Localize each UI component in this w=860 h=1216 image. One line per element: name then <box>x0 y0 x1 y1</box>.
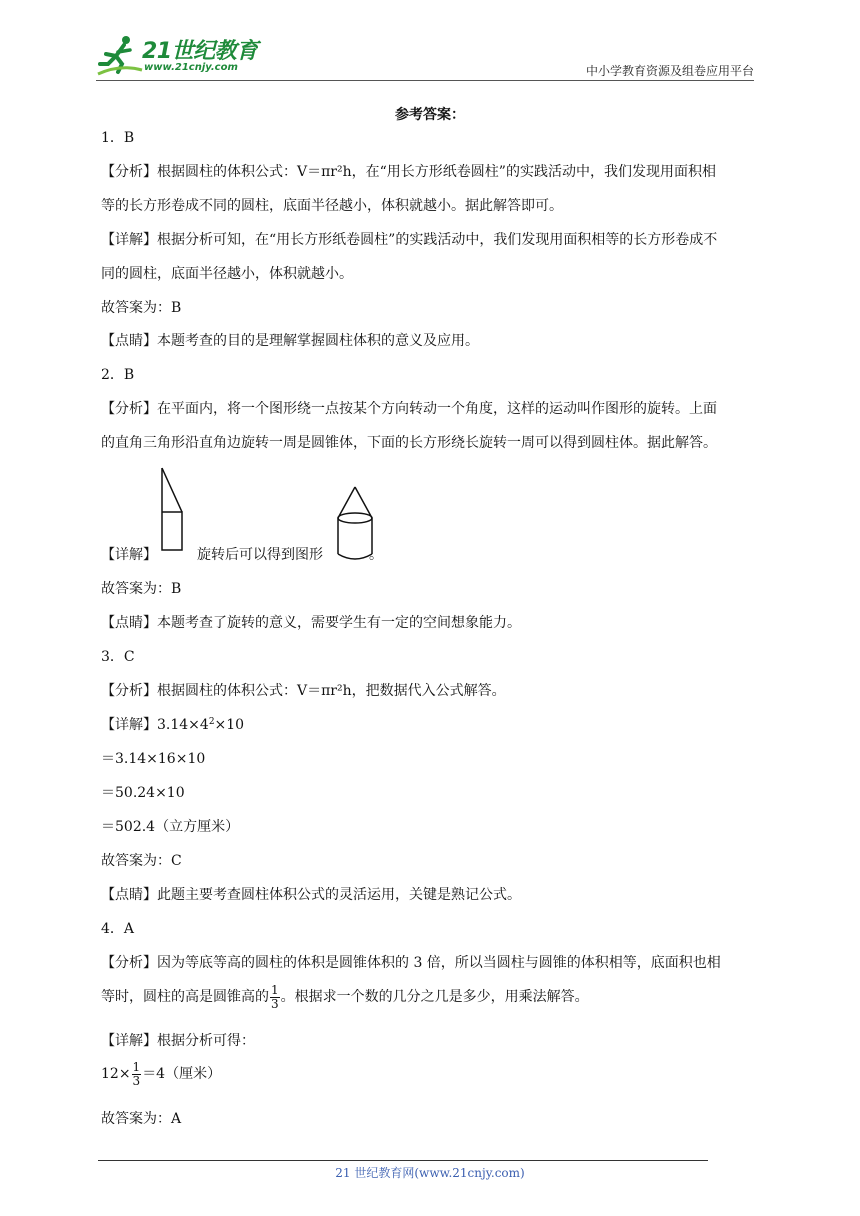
question-2-answer: 2．B <box>101 367 135 383</box>
q1-detail-line-1: 【详解】根据分析可知，在“用长方形纸卷圆柱”的实践活动中，我们发现用面积相等的长方形卷成不 <box>101 232 718 248</box>
question-4-answer: 4．A <box>101 921 135 937</box>
q4-analysis-line-2 <box>101 983 761 1011</box>
q4-answer: 故答案为：A <box>101 1111 182 1127</box>
q3-detail-suffix: ×10 <box>214 717 245 733</box>
q2-detail-text: 旋转后可以得到图形 <box>197 547 323 563</box>
platform-tagline: 中小学教育资源及组卷应用平台 <box>585 64 754 78</box>
fraction-one-third <box>270 984 280 1011</box>
q2-analysis-line-2: 的直角三角形沿直角边旋转一周是圆锥体，下面的长方形绕长旋转一周可以得到圆柱体。据此解答。 <box>101 435 717 451</box>
q1-comment: 【点睛】本题考查的目的是理解掌握圆柱体积的意义及应用。 <box>101 333 479 349</box>
q3-detail <box>101 715 761 735</box>
logo-url: www.21cnjy.com <box>144 62 238 73</box>
q4-analysis-line-1: 【分析】因为等底等高的圆柱的体积是圆锥体积的 3 倍，所以当圆柱与圆锥的体积相等，底面积也相 <box>101 955 721 971</box>
q2-detail-end: 。 <box>369 547 383 563</box>
q2-analysis-line-1: 【分析】在平面内，将一个图形绕一点按某个方向转动一个角度，这样的运动叫作图形的旋转。上面 <box>101 401 717 417</box>
q4-calc-suffix: ＝4（厘米） <box>142 1066 222 1082</box>
q1-answer: 故答案为：B <box>101 300 182 316</box>
site-logo <box>96 34 256 78</box>
q3-detail-prefix: 【详解】3.14×4 <box>101 717 209 733</box>
q3-step-3: ＝502.4（立方厘米） <box>101 819 240 835</box>
q3-step-1: ＝3.14×16×10 <box>101 751 206 767</box>
page-footer: 21 世纪教育网(www.21cnjy.com) <box>335 1166 525 1180</box>
q1-analysis-line-1: 【分析】根据圆柱的体积公式：V＝πr²h，在“用长方形纸卷圆柱”的实践活动中，我们发现用面积相 <box>101 164 716 180</box>
q4-calculation <box>101 1060 761 1088</box>
question-1-answer: 1．B <box>101 130 135 146</box>
logo-text: 21世纪教育 <box>142 39 258 64</box>
question-3-answer: 3．C <box>101 649 135 665</box>
footer-divider <box>98 1160 708 1161</box>
cone-cylinder-figure <box>334 486 378 562</box>
q3-step-2: ＝50.24×10 <box>101 785 185 801</box>
q4-analysis-suffix: 。根据求一个数的几分之几是多少，用乘法解答。 <box>280 989 589 1005</box>
q2-detail-label: 【详解】 <box>101 547 157 563</box>
fraction-denominator: 3 <box>132 1073 141 1088</box>
q2-comment: 【点睛】本题考查了旋转的意义，需要学生有一定的空间想象能力。 <box>101 615 521 631</box>
q2-answer: 故答案为：B <box>101 581 182 597</box>
q4-analysis-prefix: 等时，圆柱的高是圆锥高的 <box>101 989 269 1005</box>
q3-comment: 【点睛】此题主要考查圆柱体积公式的灵活运用，关键是熟记公式。 <box>101 887 521 903</box>
header-divider <box>96 80 754 81</box>
q4-detail: 【详解】根据分析可得： <box>101 1033 255 1049</box>
triangle-rectangle-figure <box>156 466 190 552</box>
page-header <box>0 0 860 80</box>
runner-logo-icon <box>96 34 144 76</box>
fraction-numerator: 1 <box>271 982 279 997</box>
page-title: 参考答案： <box>395 107 465 123</box>
q3-answer: 故答案为：C <box>101 853 182 869</box>
q2-detail-line <box>101 545 761 565</box>
q1-detail-line-2: 同的圆柱，底面半径越小，体积就越小。 <box>101 266 353 282</box>
q4-calc-prefix: 12× <box>101 1066 131 1082</box>
fraction-one-third-calc <box>132 1061 142 1088</box>
fraction-numerator: 1 <box>132 1059 141 1074</box>
q1-analysis-line-2: 等的长方形卷成不同的圆柱，底面半径越小，体积就越小。据此解答即可。 <box>101 198 563 214</box>
fraction-denominator: 3 <box>271 996 279 1011</box>
q3-exponent: 2 <box>208 717 215 727</box>
q3-analysis: 【分析】根据圆柱的体积公式：V＝πr²h，把数据代入公式解答。 <box>101 683 506 699</box>
